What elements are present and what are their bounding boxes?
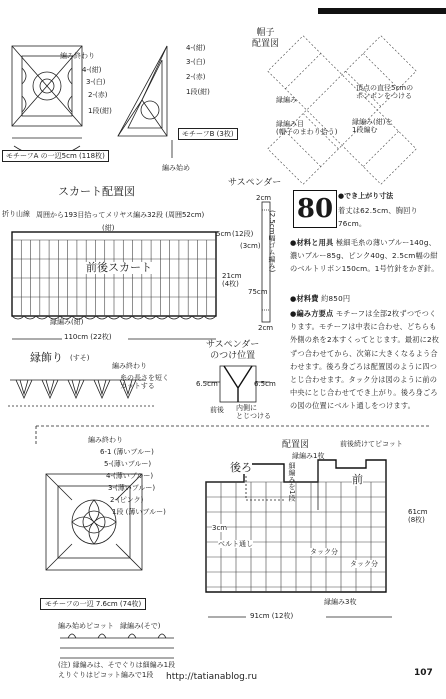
hat-note-border: 縁編み目 (帽子のまわり拾う) [276,120,338,136]
motif-bottom-label-4: 4-(薄いブルー) [106,472,154,480]
skirt-5cm: 5cm [216,230,232,238]
hat-diagram [262,40,422,180]
howto-block [290,307,440,413]
skirt-width: 110cm (22枚) [64,333,112,341]
skirt-grid [8,222,228,332]
edging-diagram [6,370,156,410]
motif-b-start: 編み始め [162,164,190,172]
skirt-12rows: (12段) [232,230,254,238]
dress-layout-title: 配置図 [282,440,310,450]
pattern-number-box [293,190,337,228]
motif-bottom-caption: モチーフの一辺 7.6cm (74枚) [40,598,146,610]
suspender-pos-title: サスペンダー のつけ位置 [206,340,260,361]
dress-back-label: 後ろ [230,461,252,474]
dress-vertical-note: 細編みを1段 [288,462,296,502]
motif-b-label-4: 4-(紺) [186,44,206,52]
footer-url[interactable]: http://tatianablog.ru [166,672,258,682]
materials-label: ●材料と用具 [290,238,334,247]
suspender-2cm-b: 2cm [258,324,274,332]
dress-width: 91cm (12枚) [250,612,294,620]
edging-note-end: 編み終わり [112,362,147,370]
motif-b-label-2: 2-(赤) [186,73,206,81]
dress-tuck-2: タック分 [350,560,378,568]
motif-bottom-label-1: 1段 (薄いブルー) [112,508,166,516]
dress-border-1: 縁編み1枚 [292,452,325,460]
dress-tuck-1: タック分 [310,548,338,556]
skirt-top-note: 周囲から193目拾ってメリヤス編み32段 (周囲52cm) [36,211,205,219]
motif-a-label-3: 3-(白) [86,78,106,86]
motif-a-label-2: 2-(赤) [88,91,108,99]
skirt-fold-line: 折り山線 [2,210,30,218]
edging-title: 縁飾り [30,351,63,364]
suspender-elastic: (2.5cm幅ゴム編み) [268,210,276,273]
note-bottom: (注) 縁編みは、そでぐりは細編み1段 えりぐりはピコット編みで1段 [58,661,176,679]
suspender-65: 6.5cm [196,380,218,388]
motif-a-label-4: 4-(紺) [82,66,102,74]
suspender-3cm: (3cm) [240,242,261,250]
hat-note-pompom: 頂点の直径5cmの ポンポンをつける [356,84,414,100]
picot-note: 縁編み(そで) [120,622,161,630]
motif-b-caption: モチーフB (3枚) [178,128,238,140]
suspender-2cm: 2cm [256,194,272,202]
hat-note-edge: 縁編み [276,96,297,104]
header-rule [318,8,446,14]
dress-belt: ベルト通し [218,540,253,548]
howto-label: ●編み方要点 [290,309,334,318]
dress-border-bottom: 縁編み3枚 [324,598,357,606]
dress-front-label: 前 [352,473,363,486]
skirt-title: スカート配置図 [58,185,135,198]
hat-note-edge2: 縁編み(紺)を 1段編む [352,118,393,134]
suspender-front: 前後 [210,406,224,414]
picot-title: 編み始めピコット [58,622,114,630]
pattern-number: 80 [296,194,334,224]
page-number: 107 [414,668,433,678]
motif-a-label-1: 1段(紺) [88,107,112,115]
motif-bottom-label-5: 5-(薄いブルー) [104,460,152,468]
price-block [290,292,440,305]
price-text: 約850円 [321,294,351,303]
motif-bottom-label-2: 2-(ピンク) [110,496,144,504]
dress-width-arrow [206,614,396,620]
suspender-65b: 6.5cm [254,380,276,388]
skirt-width-arrow [10,336,230,342]
edging-sub: (すそ) [70,354,90,362]
motif-a-label-end: 編み終わり [60,52,95,60]
motif-b-label-1: 1段(紺) [186,88,210,96]
hat-title: 帽子 配置図 [252,28,280,49]
suspender-title: サスペンダー [228,178,282,188]
howto-text: モチーフは全部2枚ずつでつくります。モチーフは中表に合わせ、どちらも外側の糸を2本すくってとじます。最初に2枚ずつ合わせてから、次第に大きくなるよう合わせます。後ろ身ごろは配置図のように四つとじ合わせます。タック分は図のように前の中央にとじ合わせてでき上がり。後ろ身ごろの図の位置にベルト通しをつけます。 [290,309,440,411]
motif-bottom-label-3: 3-(薄いブルー) [108,484,156,492]
materials-text: 極細毛糸の薄いブルー140g、濃いブルー85g、ピンク40g、2.5cm幅の紺のベルトリボン150cm。1号竹針をかぎ針。 [290,238,439,274]
suspender-75cm: 75cm [248,288,268,296]
motif-bottom-label-end: 編み終わり [88,436,123,444]
suspender-inner: 内側に とじつける [236,404,271,420]
dress-side-note: 前後続けてピコット [340,440,403,448]
skirt-main-label: 前後スカート [86,261,152,274]
dress-3cm: 3cm [212,524,228,532]
dress-height: 61cm (8枚) [408,508,428,524]
materials-block [290,236,440,276]
edging-note-cut: 糸の長さを短く カットする [120,374,169,390]
skirt-waist: (紺) [102,224,115,232]
price-label: ●材料費 [290,294,319,303]
motif-bottom-label-6: 6-1 (薄いブルー) [100,448,154,456]
skirt-21cm: 21cm (4枚) [222,272,242,288]
motif-b-label-3: 3-(白) [186,58,206,66]
finished-size-text: 着丈は62.5cm、胸回り76cm。 [338,206,418,228]
motif-a-caption: モチーフA の一辺5cm (118枚) [2,150,109,162]
finished-size-label: ●でき上がり寸法 [338,192,394,200]
skirt-border: 縁編み(紺) [50,318,84,326]
